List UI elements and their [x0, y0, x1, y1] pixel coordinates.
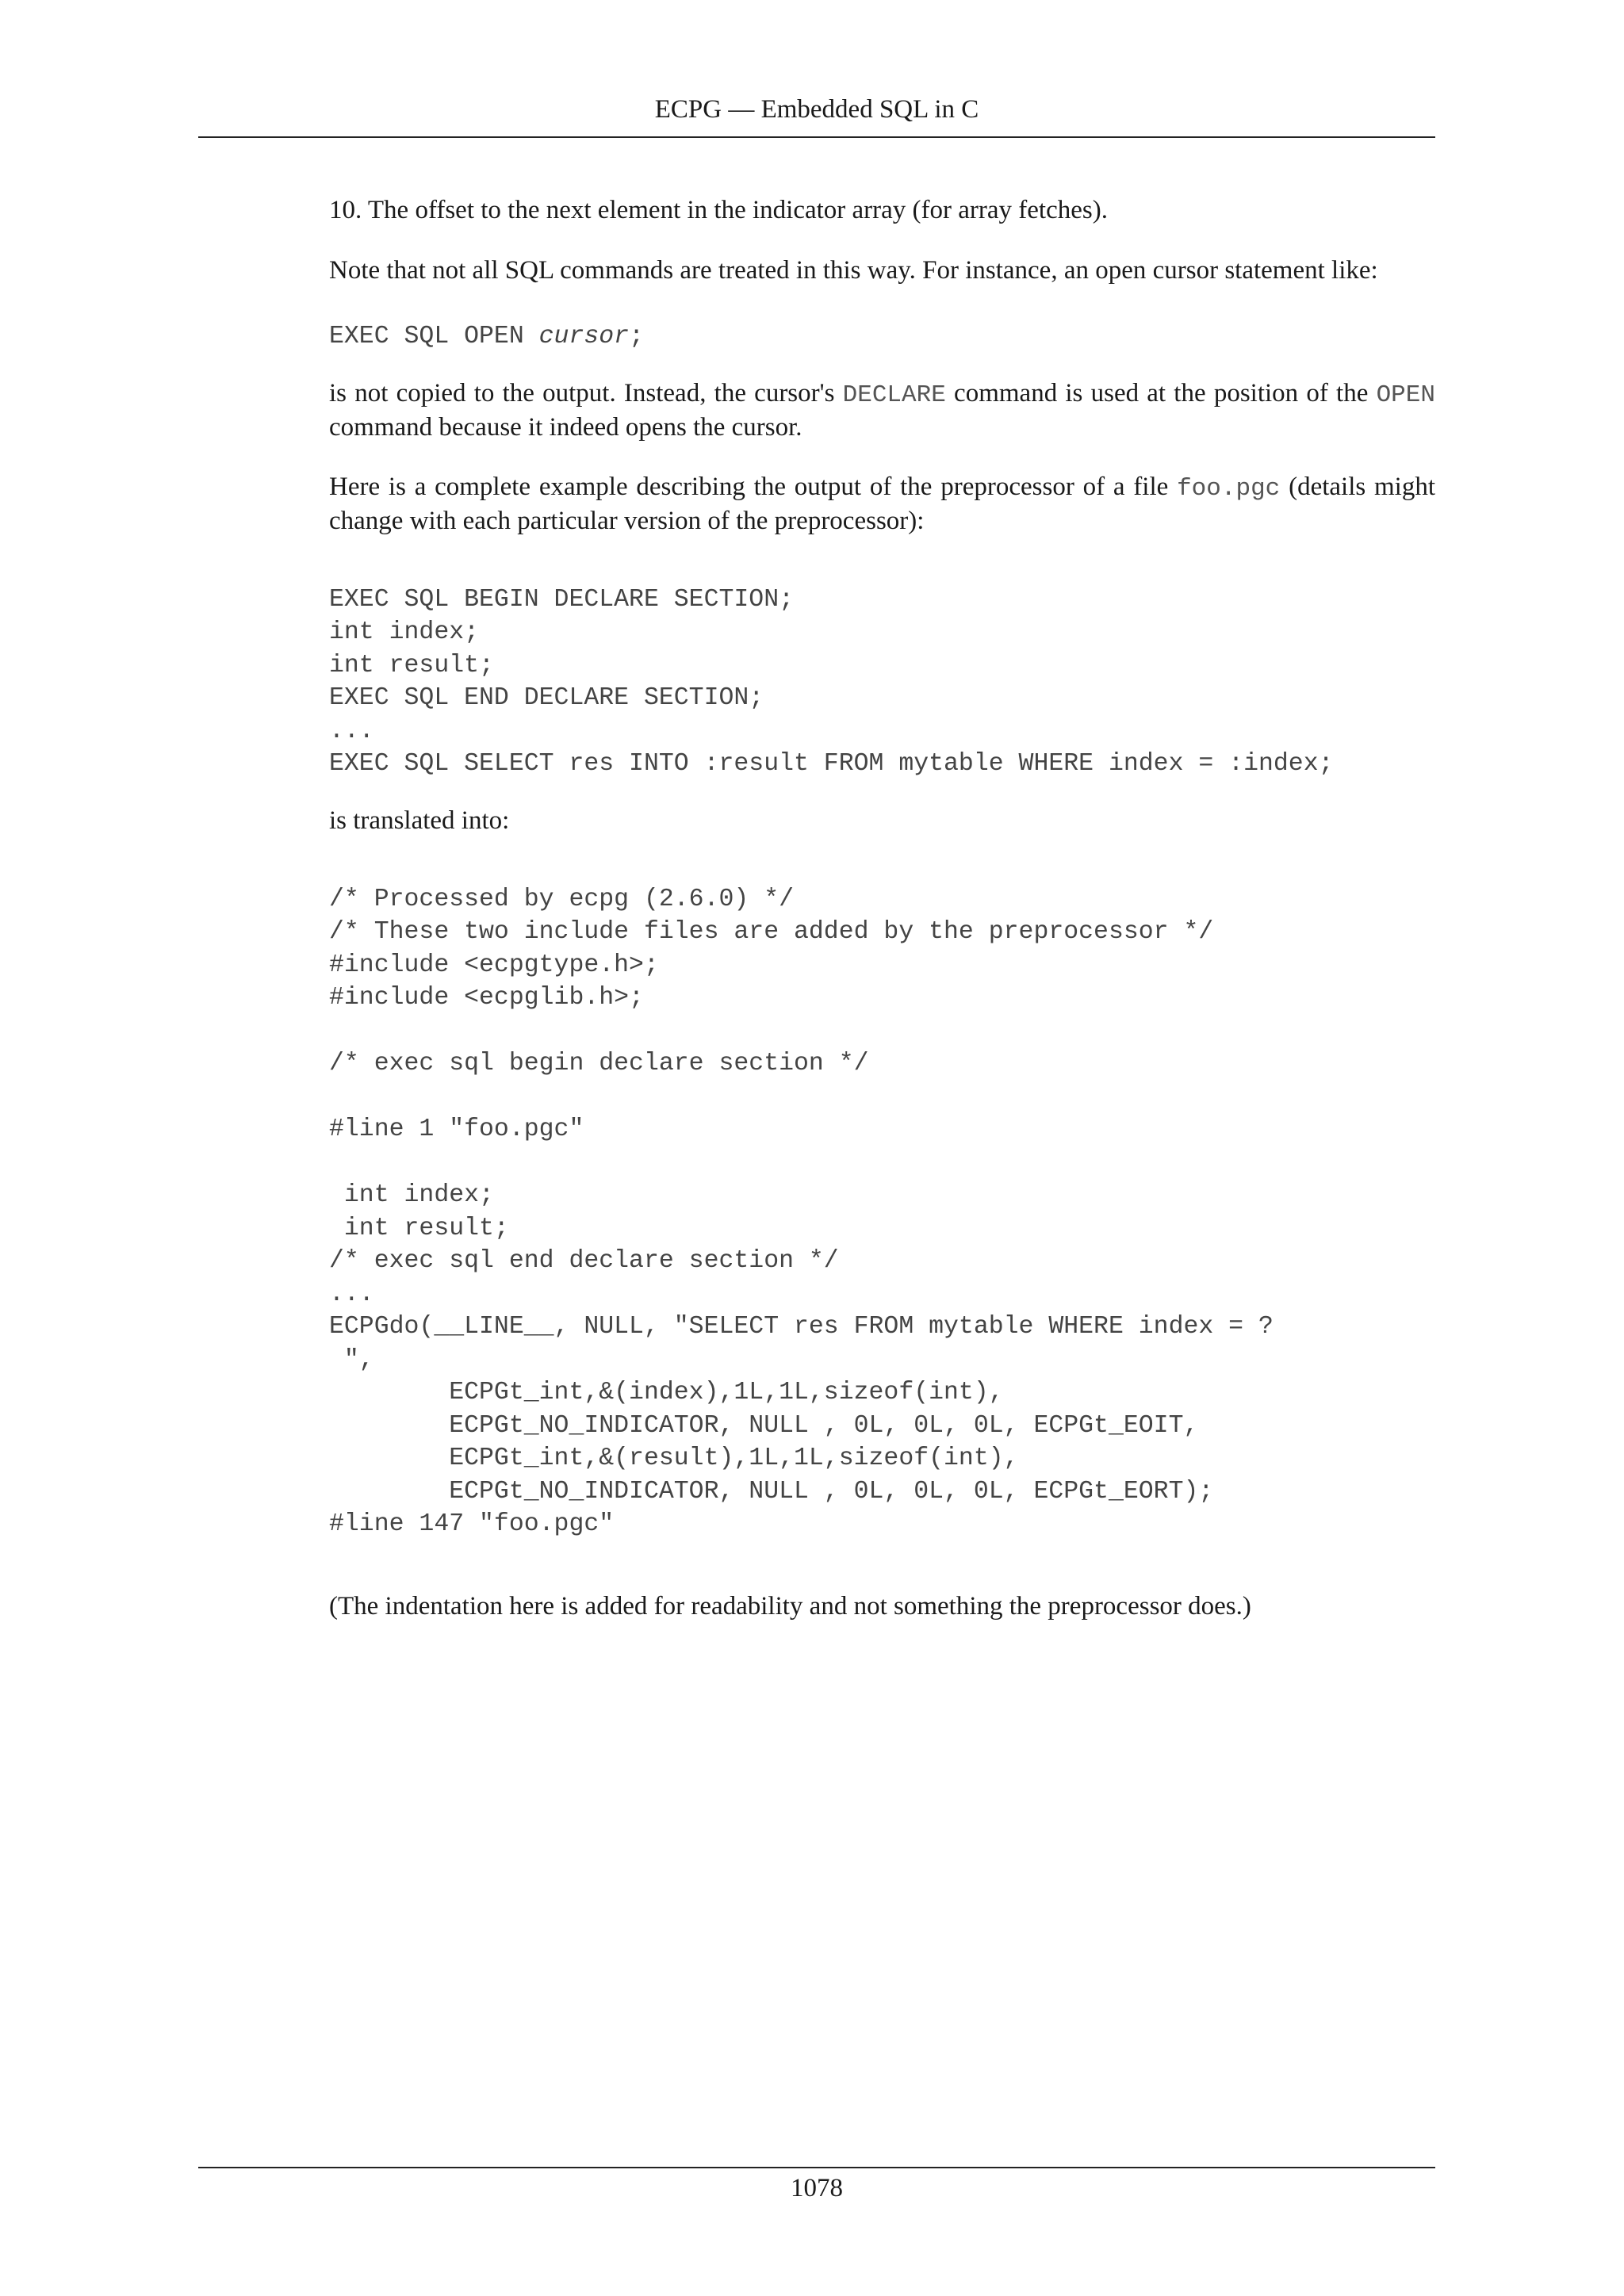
running-header: ECPG — Embedded SQL in C [654, 95, 979, 124]
translated-label: is translated into: [329, 806, 510, 835]
declare-keyword: DECLARE [842, 381, 946, 409]
header-divider [198, 136, 1435, 138]
list-item-10: 10. The offset to the next element in the indicator array (for array fetches). [329, 196, 1108, 224]
example-intro-text-2: (details might change with each particular version of the preprocessor): [329, 472, 1435, 535]
footer-divider [198, 2167, 1435, 2168]
page-content [329, 194, 1435, 1623]
page-number: 1078 [791, 2174, 843, 2202]
not-copied-text-1: is not copied to the output. Instead, the cursor's [329, 378, 843, 408]
open-stmt-prefix: EXEC SQL OPEN [329, 323, 539, 350]
not-copied-text-2: command is used at the position of the [945, 378, 1377, 408]
indentation-note: (The indentation here is added for readability and not something the preprocessor does.) [329, 1591, 1251, 1621]
filename-inline: foo.pgc [1177, 474, 1281, 503]
open-keyword: OPEN [1376, 381, 1435, 409]
open-stmt-var: cursor [538, 323, 630, 350]
translated-code-block: /* Processed by ecpg (2.6.0) */ /* These two include files are added by the preprocessor */ #include <ecpgtype.h>; #include <ecpglib.h>; /* exec sql begin declare section */ #line 1 "foo.pgc" int index; int result; /* exec sql end declare section */ ... ECPGdo(__LINE__, NULL, "SELECT res FROM mytable WHERE index = ? ", ECPGt_int,&(index),1L,1L,sizeof(int), ECPGt_NO_INDICATOR, NULL , 0L, 0L, 0L, ECPGt_EOIT, ECPGt_int,&(result),1L,1L,sizeof(int), ECPGt_NO_INDICATOR, NULL , 0L, 0L, 0L, ECPGt_EORT); #line 147 "foo.pgc" [329, 885, 1274, 1538]
example-intro-text-1: Here is a complete example describing the output of the preprocessor of a file [329, 472, 1178, 501]
example-intro-paragraph [329, 471, 1435, 538]
open-stmt-suffix: ; [629, 323, 644, 350]
example-code-block: EXEC SQL BEGIN DECLARE SECTION; int index; int result; EXEC SQL END DECLARE SECTION; ... EXEC SQL SELECT res INTO :result FROM mytable WHERE index = :index; [329, 585, 1334, 778]
not-copied-text-3: command because it indeed opens the cursor. [329, 412, 802, 442]
not-copied-paragraph [329, 377, 1435, 444]
note-paragraph: Note that not all SQL commands are treated in this way. For instance, an open cursor statement like: [329, 256, 1378, 285]
open-cursor-code [329, 320, 1435, 354]
